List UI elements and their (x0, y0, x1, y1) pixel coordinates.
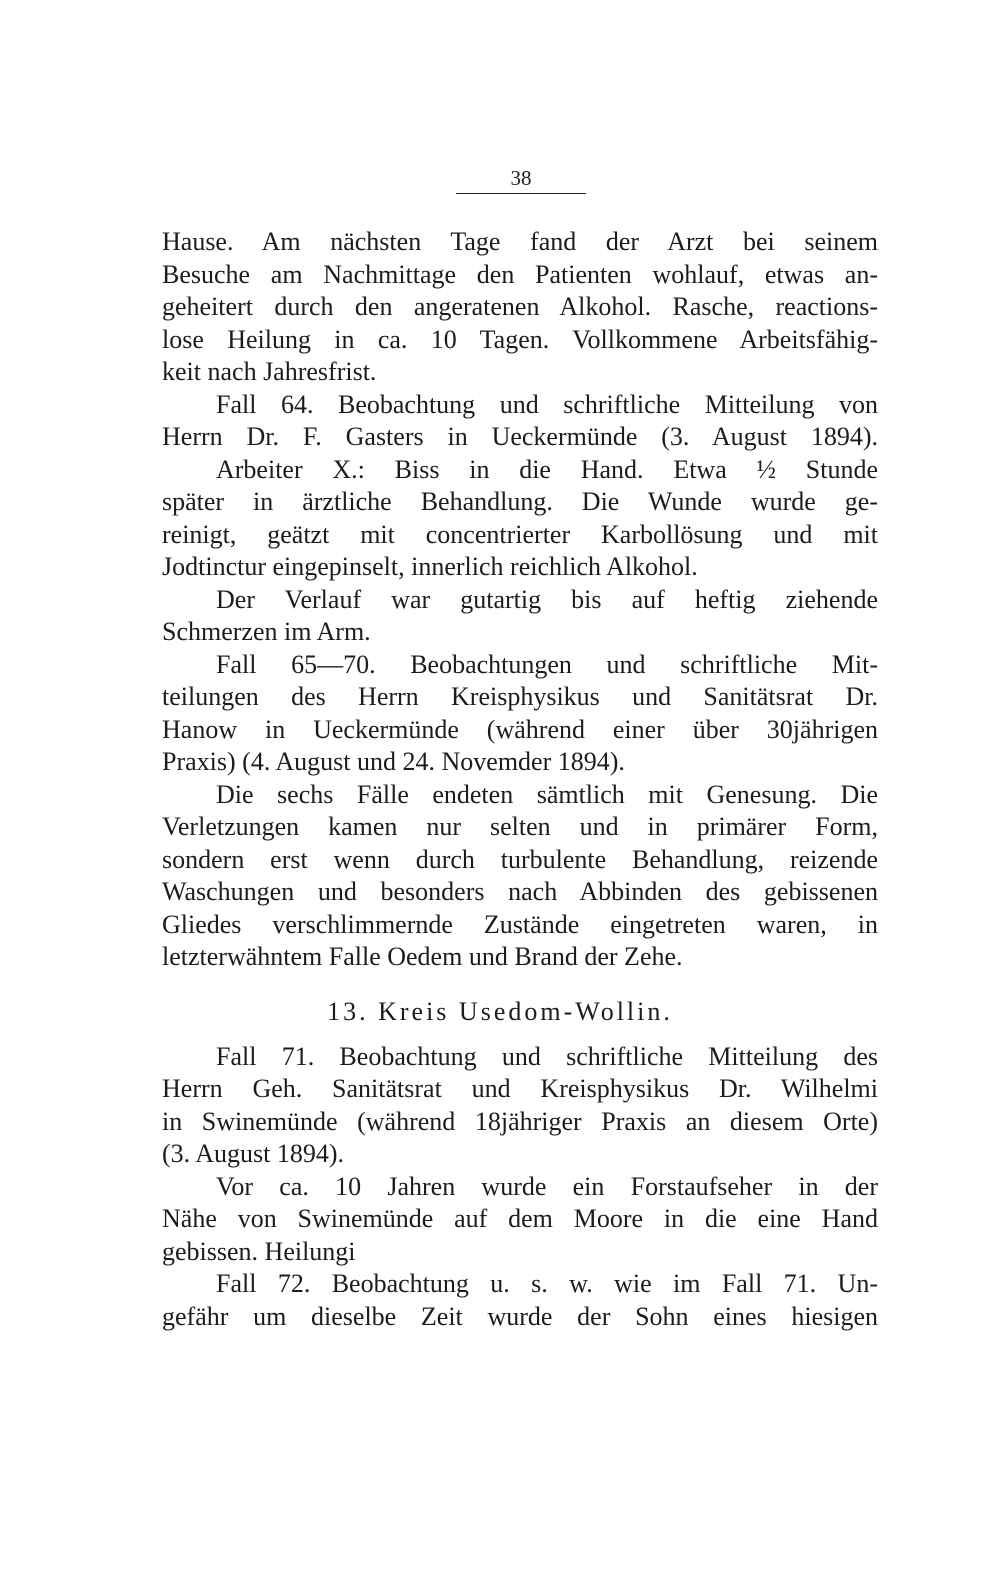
text-line: Die sechs Fälle endeten sämtlich mit Genesung. Die (216, 780, 878, 809)
text-line: Herrn Dr. F. Gasters in Ueckermünde (3. August 1894). (162, 422, 878, 451)
text-line: lose Heilung in ca. 10 Tagen. Vollkommene Arbeitsfähig- (162, 325, 878, 354)
text-line: in Swinemünde (während 18jähriger Praxis an diesem Orte) (162, 1107, 878, 1136)
text-line: Hause. Am nächsten Tage fand der Arzt bei seinem (162, 227, 878, 256)
text-line: Vor ca. 10 Jahren wurde ein Forstaufseher in der (216, 1172, 878, 1201)
text-line: Hanow in Ueckermünde (während einer über 30jährigen (162, 715, 878, 744)
text-line: später in ärztliche Behandlung. Die Wunde wurde ge- (162, 487, 878, 516)
section-heading: 13. Kreis Usedom-Wollin. (327, 997, 673, 1026)
text-line: Arbeiter X.: Biss in die Hand. Etwa ½ Stunde (216, 455, 878, 484)
text-line: teilungen des Herrn Kreisphysikus und Sanitätsrat Dr. (162, 682, 878, 711)
text-line: Besuche am Nachmittage den Patienten wohlauf, etwas an- (162, 260, 878, 289)
text-line: gebissen. Heilungi (162, 1237, 356, 1266)
text-line: sondern erst wenn durch turbulente Behandlung, reizende (162, 845, 878, 874)
text-line: Der Verlauf war gutartig bis auf heftig ziehende (216, 585, 878, 614)
text-line: reinigt, geätzt mit concentrierter Karbollösung und mit (162, 520, 878, 549)
text-line: Waschungen und besonders nach Abbinden des gebissenen (162, 877, 878, 906)
case-heading-line: Fall 72. Beobachtung u. s. w. wie im Fall 71. Un- (216, 1269, 878, 1298)
page-number-block (456, 164, 586, 194)
text-line: Herrn Geh. Sanitätsrat und Kreisphysikus Dr. Wilhelmi (162, 1074, 878, 1103)
page-number: 38 (510, 166, 532, 190)
case-heading-line: Fall 65—70. Beobachtungen und schriftliche Mit- (216, 650, 878, 679)
case-heading-line: Fall 64. Beobachtung und schriftliche Mitteilung von (216, 390, 878, 419)
text-line: geheitert durch den angeratenen Alkohol. Rasche, reactions- (162, 292, 878, 321)
text-line: Praxis) (4. August und 24. Novemder 1894). (162, 747, 625, 776)
text-line: letzterwähntem Falle Oedem und Brand der Zehe. (162, 942, 683, 971)
text-line: Jodtinctur eingepinselt, innerlich reichlich Alkohol. (162, 552, 698, 581)
text-line: gefähr um dieselbe Zeit wurde der Sohn eines hiesigen (162, 1302, 878, 1331)
text-line: Gliedes verschlimmernde Zustände eingetreten waren, in (162, 910, 878, 939)
page-number-rule (456, 193, 586, 194)
case-heading-line: Fall 71. Beobachtung und schriftliche Mitteilung des (216, 1042, 878, 1071)
text-line: (3. August 1894). (162, 1139, 344, 1168)
text-line: Schmerzen im Arm. (162, 617, 371, 646)
text-line: keit nach Jahresfrist. (162, 357, 377, 386)
text-line: Nähe von Swinemünde auf dem Moore in die eine Hand (162, 1204, 878, 1233)
text-line: Verletzungen kamen nur selten und in primärer Form, (162, 812, 878, 841)
